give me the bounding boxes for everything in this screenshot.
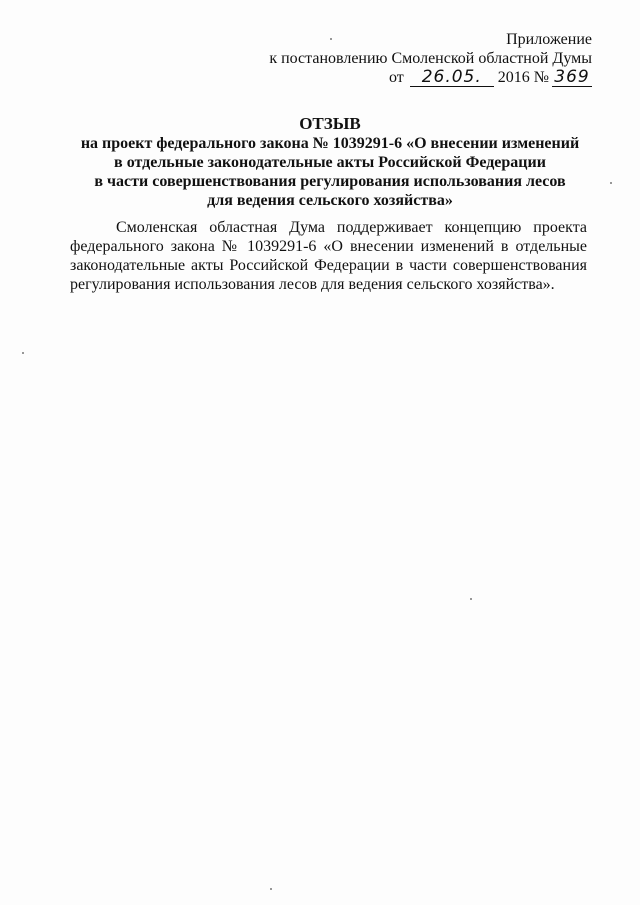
title-line: для ведения сельского хозяйства»	[207, 192, 453, 209]
document-title-block	[40, 114, 620, 210]
handwritten-date: 26.05.	[410, 69, 494, 87]
from-prefix: от	[388, 69, 404, 86]
scan-speck	[470, 598, 472, 600]
title-line: в части совершенствования регулирования использования лесов	[94, 173, 566, 190]
body-paragraph: Смоленская областная Дума поддерживает концепцию проекта федерального закона № 1039291-6 «О внесении изменений в отдельные законодательные акты Российской Федерации в части совершенствования регулирования использования лесов для ведения сельского хозяйства».	[70, 219, 587, 293]
title-line: в отдельные законодательные акты Российской Федерации	[114, 154, 546, 171]
scan-speck	[270, 888, 272, 890]
year-and-number-label: 2016 №	[497, 69, 549, 86]
scan-speck	[330, 38, 332, 40]
title-line: на проект федерального закона № 1039291-6 «О внесении изменений	[80, 135, 580, 152]
resolution-reference: к постановлению Смоленской областной Думы	[269, 50, 592, 67]
handwritten-number: 369	[552, 69, 592, 87]
attachment-header	[269, 30, 592, 87]
attachment-label: Приложение	[506, 31, 592, 48]
scan-speck	[610, 182, 612, 184]
resolution-date-line	[269, 68, 592, 87]
document-title: ОТЗЫВ	[299, 114, 361, 133]
scan-speck	[22, 352, 24, 354]
